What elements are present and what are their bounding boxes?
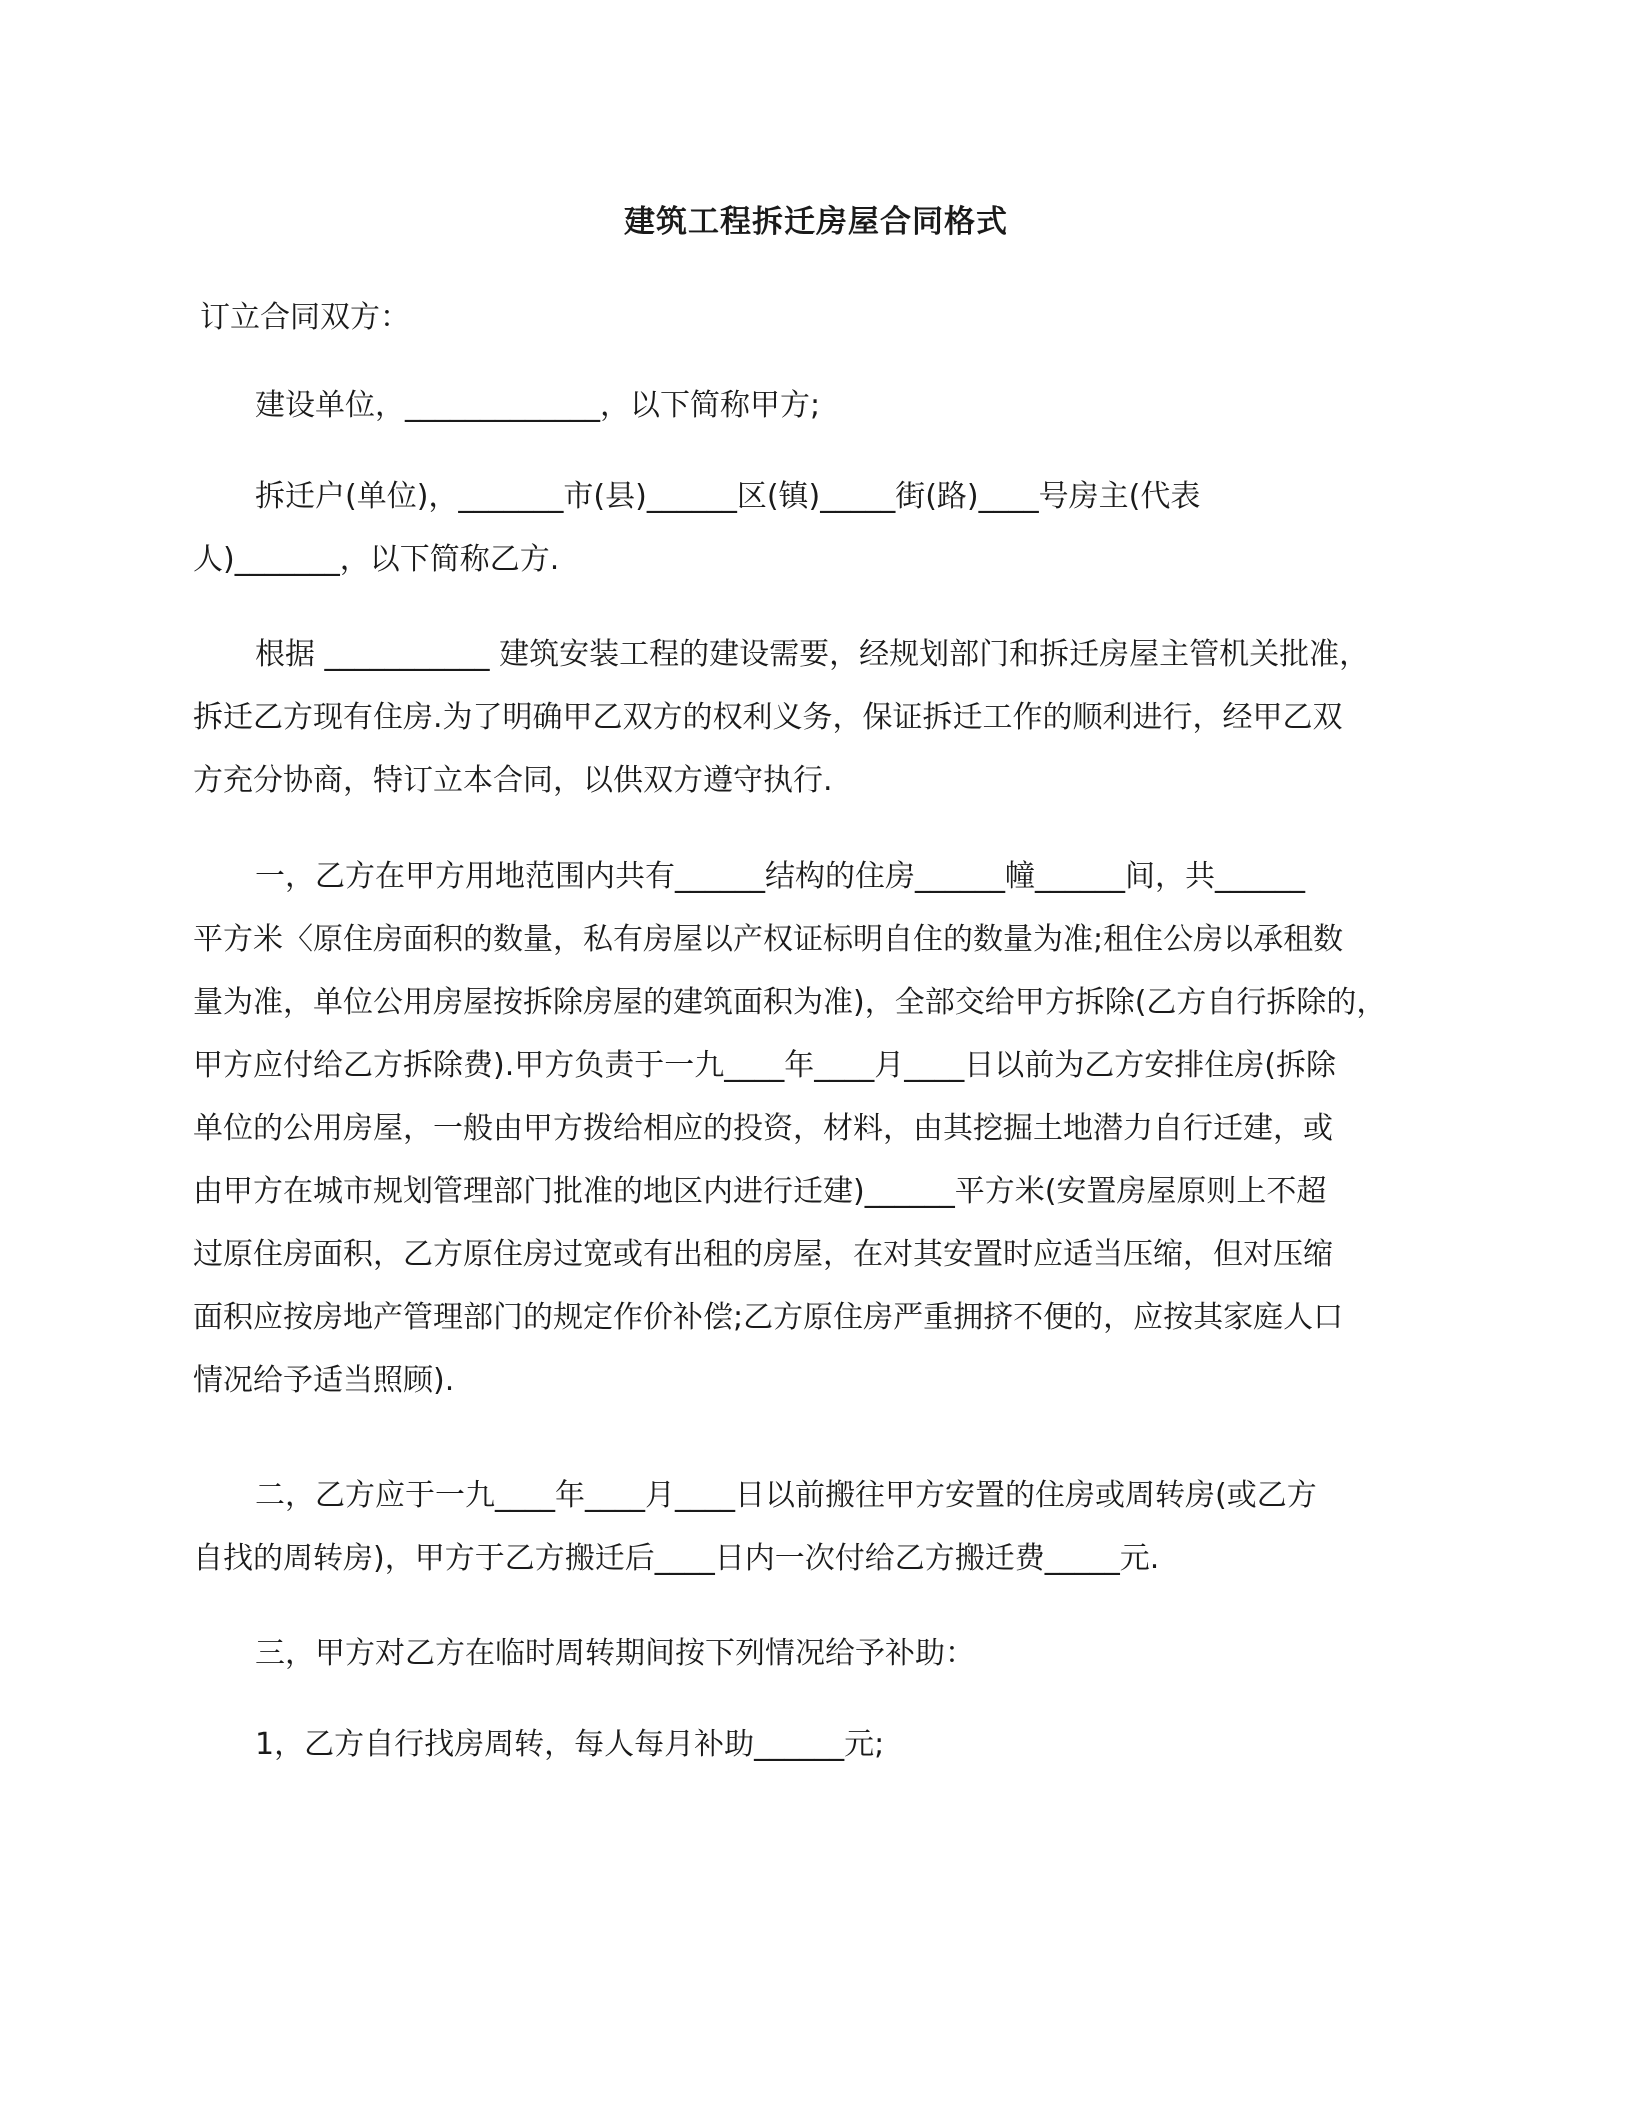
clause-1-line-3: 量为准，单位公用房屋按拆除房屋的建筑面积为准)，全部交给甲方拆除(乙方自行拆除的， bbox=[193, 985, 1387, 1020]
preamble-line-1: 根据 ___________ 建筑安装工程的建设需要，经规划部门和拆迁房屋主管机关批准， bbox=[255, 637, 1370, 672]
preamble-paragraph bbox=[193, 623, 1463, 812]
clause-1-paragraph bbox=[193, 845, 1463, 1412]
clause-1-line-8: 面积应按房地产管理部门的规定作价补偿;乙方原住房严重拥挤不便的，应按其家庭人口 bbox=[193, 1300, 1344, 1335]
preamble-line-2: 拆迁乙方现有住房.为了明确甲乙双方的权利义务，保证拆迁工作的顺利进行，经甲乙双 bbox=[193, 700, 1343, 735]
clause-1-line-5: 单位的公用房屋，一般由甲方拨给相应的投资，材料，由其挖掘土地潜力自行迁建，或 bbox=[193, 1111, 1333, 1146]
party-b-paragraph bbox=[193, 465, 1463, 591]
parties-heading: 订立合同双方： bbox=[200, 300, 410, 335]
party-b-line-1: 拆迁户(单位)，_______市(县)______区(镇)_____街(路)____号房主(代表 bbox=[255, 479, 1201, 514]
clause-1-line-7: 过原住房面积，乙方原住房过宽或有出租的房屋，在对其安置时应适当压缩，但对压缩 bbox=[193, 1237, 1333, 1272]
clause-3-line: 三，甲方对乙方在临时周转期间按下列情况给予补助： bbox=[255, 1636, 975, 1671]
clause-3-item-1-line: 1，乙方自行找房周转，每人每月补助______元; bbox=[255, 1727, 885, 1762]
clause-1-line-6: 由甲方在城市规划管理部门批准的地区内进行迁建)______平方米(安置房屋原则上不超 bbox=[193, 1174, 1327, 1209]
party-a-paragraph bbox=[193, 374, 1463, 437]
clause-2-line-1: 二，乙方应于一九____年____月____日以前搬往甲方安置的住房或周转房(或乙方 bbox=[255, 1478, 1317, 1513]
preamble-line-3: 方充分协商，特订立本合同，以供双方遵守执行. bbox=[193, 763, 833, 798]
clause-3-paragraph bbox=[193, 1622, 1463, 1685]
clause-1-line-4: 甲方应付给乙方拆除费).甲方负责于一九____年____月____日以前为乙方安排住房(拆除 bbox=[193, 1048, 1336, 1083]
clause-3-item-1-paragraph bbox=[193, 1713, 1463, 1776]
clause-1-line-9: 情况给予适当照顾). bbox=[193, 1363, 455, 1398]
clause-2-paragraph bbox=[193, 1464, 1463, 1590]
party-a-line: 建设单位，_____________，以下简称甲方; bbox=[255, 388, 821, 423]
clause-1-line-1: 一，乙方在甲方用地范围内共有______结构的住房______幢______间，共______ bbox=[255, 859, 1305, 894]
clause-1-line-2: 平方米〈原住房面积的数量，私有房屋以产权证标明自住的数量为准;租住公房以承租数 bbox=[193, 922, 1344, 957]
clause-2-line-2: 自找的周转房)，甲方于乙方搬迁后____日内一次付给乙方搬迁费_____元. bbox=[193, 1541, 1160, 1576]
party-b-line-2: 人)_______，以下简称乙方. bbox=[193, 542, 560, 577]
document-title: 建筑工程拆迁房屋合同格式 bbox=[624, 204, 1008, 240]
